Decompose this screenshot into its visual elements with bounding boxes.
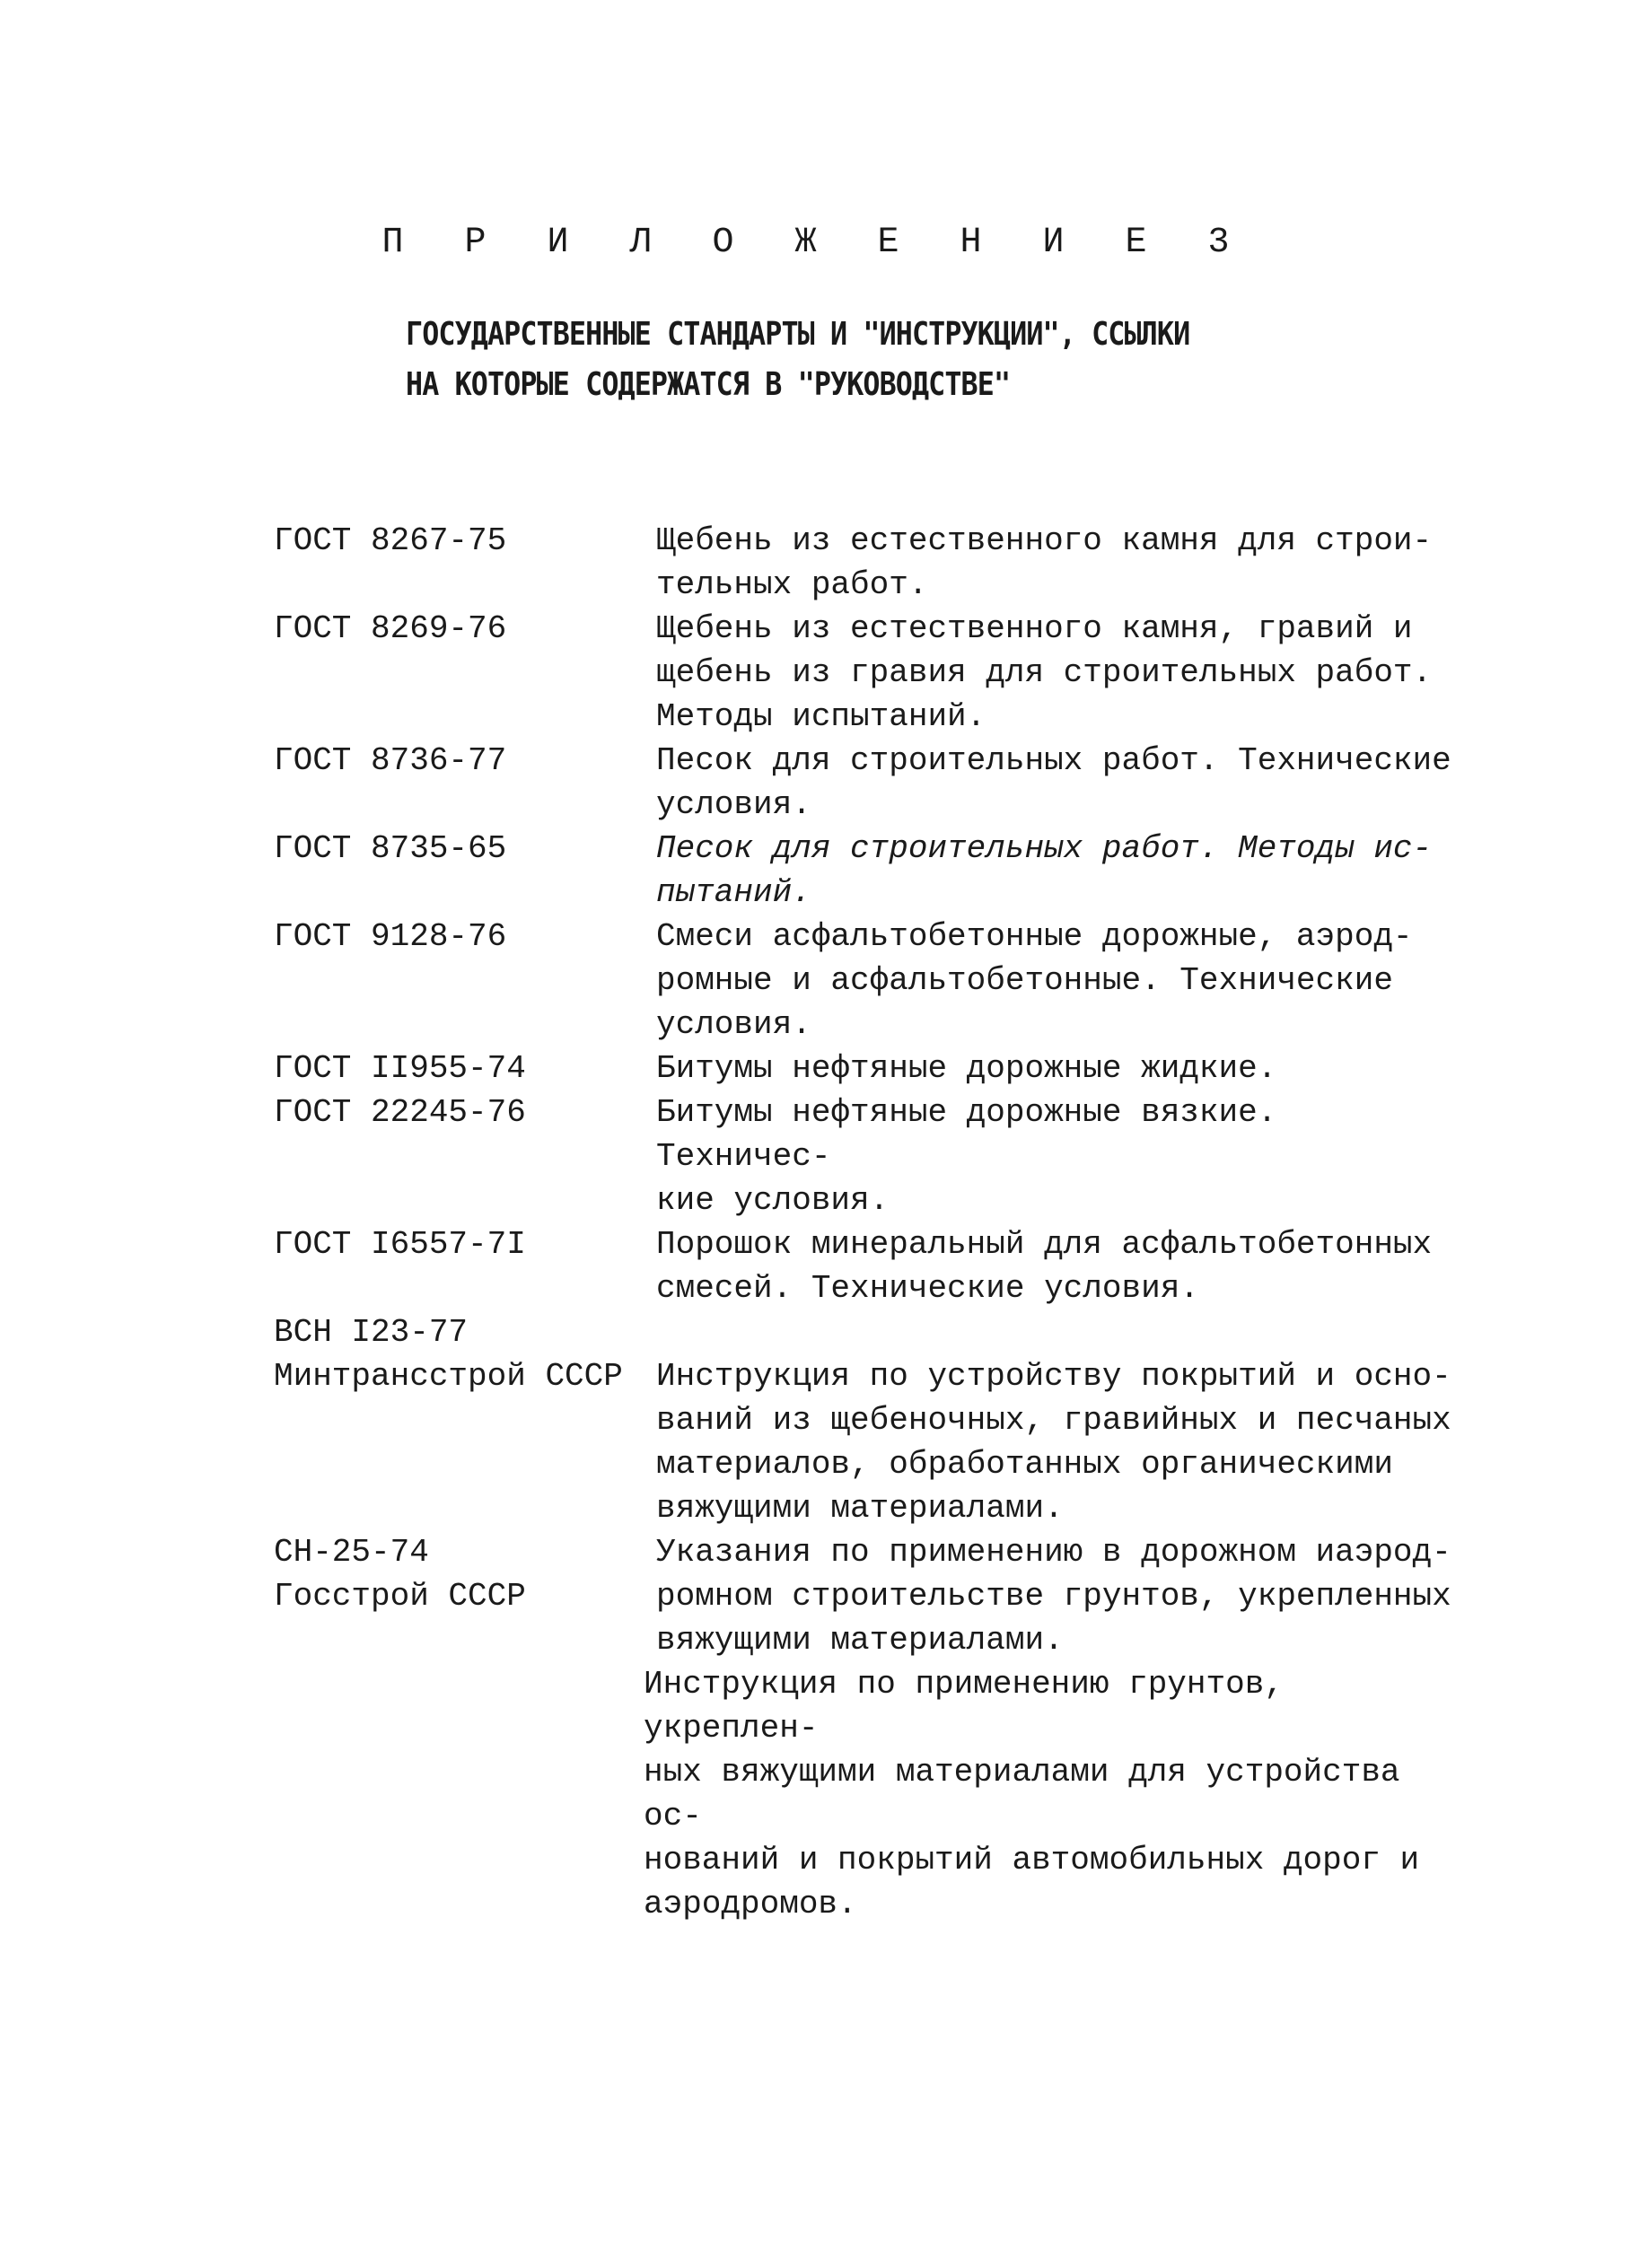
- reference-title: Порошок минеральный для асфальтобетонных смесей. Технические условия.: [656, 1226, 1433, 1307]
- reference-code: СН-25-74 Госстрой СССР: [274, 1534, 526, 1615]
- reference-code: ГОСТ 8267-75: [274, 522, 507, 559]
- reference-title: Щебень из естественного камня, гравий и щебень из гравия для строительных работ. Методы испытаний.: [656, 610, 1433, 735]
- heading-line-1: ГОСУДАРСТВЕННЫЕ СТАНДАРТЫ И "ИНСТРУКЦИИ", ССЫЛКИ: [406, 316, 1190, 353]
- reference-title: Песок для строительных работ. Методы ис- пытаний.: [656, 830, 1433, 911]
- reference-title: Битумы нефтяные дорожные жидкие.: [656, 1050, 1277, 1087]
- reference-row: [274, 1530, 1468, 1662]
- reference-title: Указания по применению в дорожном иаэрод- ромном строительстве грунтов, укрепленных вяжущими материалами.: [656, 1534, 1451, 1659]
- reference-title: Смеси асфальтобетонные дорожные, аэрод- ромные и асфальтобетонные. Технические условия.: [656, 918, 1413, 1043]
- reference-title: Инструкция по устройству покрытий и осно- ваний из щебеночных, гравийных и песчаных материалов, обработанных органическими вяжущими материалами.: [656, 1358, 1451, 1527]
- appendix-title: П Р И Л О Ж Е Н И Е 3: [381, 223, 1250, 263]
- extra-instruction: Инструкция по применению грунтов, укреплен- ных вяжущими материалами для устройства ос- нований и покрытий автомобильных дорог и аэродромов.: [644, 1666, 1420, 1922]
- reference-row: [274, 915, 1468, 1046]
- reference-row: [274, 1310, 1468, 1530]
- reference-code: ГОСТ II955-74: [274, 1050, 526, 1087]
- reference-row: [274, 1222, 1468, 1310]
- reference-title: Битумы нефтяные дорожные вязкие. Техничес- кие условия.: [656, 1094, 1277, 1219]
- reference-row: [274, 739, 1468, 827]
- reference-row: [274, 827, 1468, 915]
- reference-code: ГОСТ 22245-76: [274, 1094, 526, 1131]
- reference-row: [274, 607, 1468, 739]
- reference-code: ГОСТ 8735-65: [274, 830, 507, 867]
- reference-row: [274, 1046, 1468, 1090]
- reference-code: ГОСТ 8269-76: [274, 610, 507, 647]
- reference-code: ГОСТ 8736-77: [274, 742, 507, 779]
- references-list: [274, 519, 1468, 1926]
- reference-code: ГОСТ I6557-7I: [274, 1226, 526, 1263]
- reference-title: Песок для строительных работ. Технические условия.: [656, 742, 1451, 823]
- reference-row: [274, 1090, 1468, 1222]
- reference-code: ГОСТ 9128-76: [274, 918, 507, 955]
- reference-row: [274, 519, 1468, 607]
- document-heading: [406, 310, 1189, 410]
- reference-code: ВСН I23-77 Минтрансстрой СССР: [274, 1314, 623, 1395]
- reference-title: Щебень из естественного камня для строи- тельных работ.: [656, 522, 1433, 603]
- heading-line-2: НА КОТОРЫЕ СОДЕРЖАТСЯ В "РУКОВОДСТВЕ": [406, 366, 1011, 403]
